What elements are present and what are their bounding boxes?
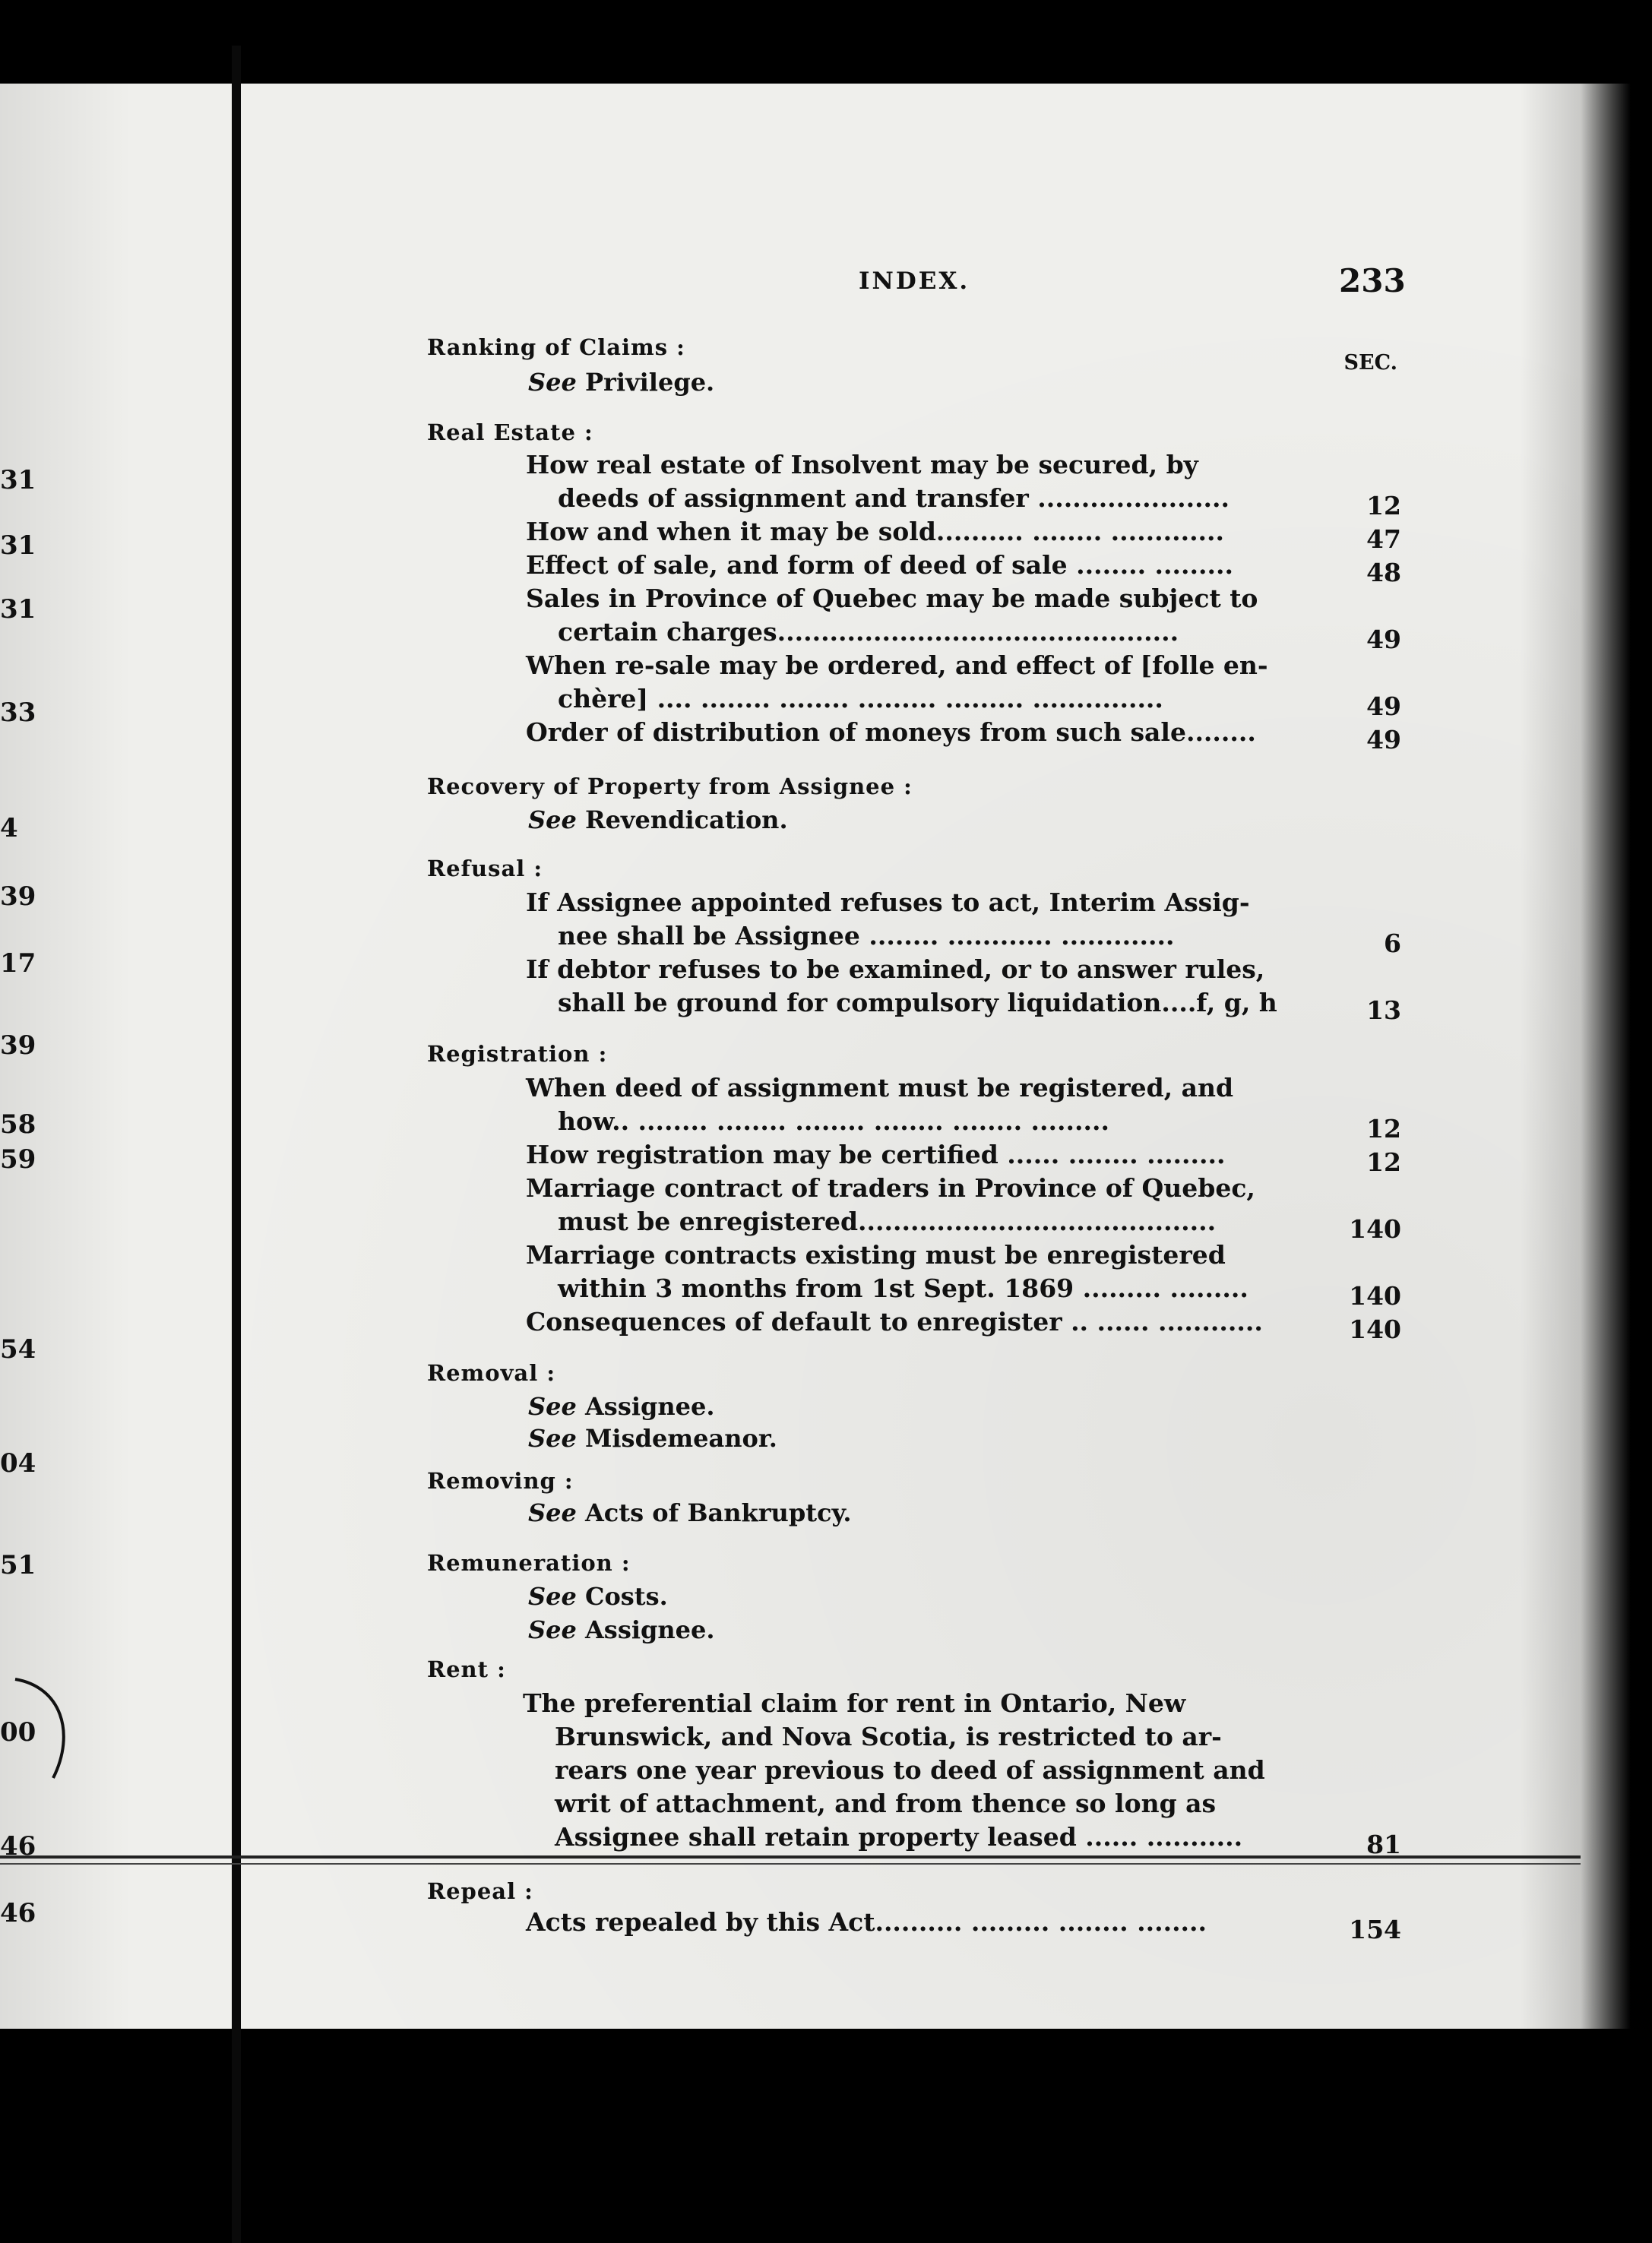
section-number: 154 — [1349, 1915, 1401, 1944]
see-target: Revendication. — [584, 805, 788, 834]
index-heading-recovery: Recovery of Property from Assignee : — [427, 774, 913, 799]
index-heading-real-estate: Real Estate : — [427, 419, 593, 445]
entry-line: Sales in Province of Quebec may be made subject to — [526, 584, 1258, 613]
see-reference — [528, 805, 788, 834]
entry-line: If Assignee appointed refuses to act, Interim Assig- — [526, 887, 1250, 917]
prev-page-number: 39 — [0, 1030, 36, 1061]
entry-line: How registration may be certified ...... ........ ......... — [526, 1140, 1226, 1169]
entry-line: When re-sale may be ordered, and effect of [folle en- — [526, 650, 1268, 680]
index-heading-ranking: Ranking of Claims : — [427, 334, 685, 360]
section-number: 49 — [1366, 691, 1401, 721]
index-entry — [526, 1239, 1320, 1305]
see-word: See — [528, 1424, 577, 1453]
see-word: See — [528, 368, 577, 397]
prev-page-number: 39 — [0, 881, 36, 912]
entry-line: deeds of assignment and transfer ...................... — [558, 483, 1230, 513]
index-heading-refusal: Refusal : — [427, 856, 543, 881]
entry-line: certain charges.............................................. — [558, 617, 1179, 647]
prev-page-number: 58 — [0, 1109, 36, 1140]
see-reference — [528, 1498, 852, 1527]
entry-line: nee shall be Assignee ........ ............ ............. — [558, 921, 1175, 951]
see-word: See — [528, 1498, 577, 1527]
index-heading-removal: Removal : — [427, 1360, 556, 1386]
book-spine-line — [232, 46, 241, 2243]
page-number: 233 — [1339, 262, 1406, 299]
entry-line: If debtor refuses to be examined, or to answer rules, — [526, 954, 1265, 984]
entry-line: Brunswick, and Nova Scotia, is restricted to ar- — [555, 1722, 1222, 1751]
index-entry — [526, 515, 1320, 549]
prev-page-number: 33 — [0, 698, 36, 728]
entry-line: Acts repealed by this Act.......... ......... ........ ........ — [526, 1907, 1207, 1937]
section-number: 140 — [1349, 1314, 1401, 1344]
entry-line: rears one year previous to deed of assignment and — [555, 1755, 1265, 1785]
entry-line: shall be ground for compulsory liquidation....f, g, h — [558, 988, 1277, 1017]
section-number: 140 — [1349, 1281, 1401, 1311]
entry-line: within 3 months from 1st Sept. 1869 ......... ......... — [558, 1273, 1248, 1303]
entry-line: Consequences of default to enregister .. ...... ............ — [526, 1307, 1263, 1337]
section-number: 48 — [1366, 558, 1401, 587]
see-reference — [528, 1424, 777, 1453]
index-entry — [526, 1138, 1320, 1172]
entry-line: The preferential claim for rent in Ontario, New — [523, 1688, 1186, 1718]
see-target: Acts of Bankruptcy. — [584, 1498, 852, 1527]
prev-page-number: 31 — [0, 465, 36, 495]
section-number: 12 — [1366, 1114, 1401, 1144]
index-entry — [526, 953, 1320, 1020]
index-heading-removing: Removing : — [427, 1468, 574, 1494]
entry-line: writ of attachment, and from thence so long as — [555, 1789, 1217, 1818]
prev-page-number: 46 — [0, 1898, 36, 1928]
prev-page-number: 4 — [0, 813, 18, 843]
prev-page-number: 31 — [0, 594, 36, 625]
entry-line: must be enregistered......................................... — [558, 1207, 1217, 1236]
see-target: Assignee. — [584, 1615, 715, 1644]
index-entry — [526, 1172, 1320, 1239]
section-number: 47 — [1366, 524, 1401, 554]
section-number: 12 — [1366, 491, 1401, 520]
section-number: 49 — [1366, 625, 1401, 654]
prev-page-number: 51 — [0, 1550, 36, 1580]
entry-line: Order of distribution of moneys from such sale........ — [526, 717, 1256, 747]
entry-line: chère] .... ........ ........ ......... ......... ............... — [558, 684, 1163, 713]
see-target: Privilege. — [584, 368, 715, 397]
index-heading-registration: Registration : — [427, 1041, 608, 1067]
section-number: 140 — [1349, 1214, 1401, 1244]
entry-line: Marriage contracts existing must be enregistered — [526, 1240, 1226, 1270]
prev-page-number: 31 — [0, 530, 36, 561]
section-number: 12 — [1366, 1147, 1401, 1177]
entry-line: Assignee shall retain property leased ...... ........... — [555, 1822, 1243, 1852]
see-reference — [528, 368, 714, 397]
index-heading-rent: Rent : — [427, 1656, 506, 1682]
index-entry — [526, 886, 1320, 953]
sec-column-label: SEC. — [1343, 351, 1397, 375]
prev-page-number: 59 — [0, 1144, 36, 1175]
index-entry — [526, 1071, 1320, 1138]
see-target: Assignee. — [584, 1392, 715, 1421]
see-target: Costs. — [584, 1582, 668, 1611]
page-title: INDEX. — [859, 267, 970, 295]
see-reference — [528, 1392, 714, 1421]
section-number: 49 — [1366, 725, 1401, 755]
index-entry — [526, 649, 1320, 716]
prev-page-number: 00 — [0, 1717, 36, 1748]
index-entry — [526, 716, 1320, 749]
prev-page-number: 04 — [0, 1448, 36, 1479]
entry-line: how.. ........ ........ ........ ........ ........ ......... — [558, 1106, 1109, 1136]
section-number: 81 — [1366, 1830, 1401, 1859]
see-word: See — [528, 1582, 577, 1611]
entry-line: How real estate of Insolvent may be secured, by — [526, 450, 1198, 479]
prev-page-number: 54 — [0, 1334, 36, 1365]
see-word: See — [528, 805, 577, 834]
entry-line: When deed of assignment must be registered, and — [526, 1073, 1234, 1103]
see-word: See — [528, 1392, 577, 1421]
see-target: Misdemeanor. — [584, 1424, 777, 1453]
entry-line: Effect of sale, and form of deed of sale ........ ......... — [526, 550, 1233, 580]
index-entry — [526, 448, 1320, 515]
index-entry — [526, 549, 1320, 582]
bottom-rule-secondary — [0, 1863, 1581, 1865]
index-entry — [526, 1906, 1320, 1939]
entry-line: How and when it may be sold.......... ........ ............. — [526, 517, 1225, 546]
index-entry — [526, 582, 1320, 649]
index-heading-repeal: Repeal : — [427, 1878, 533, 1904]
prev-page-number: 17 — [0, 948, 36, 979]
index-entry — [523, 1687, 1317, 1854]
section-number: 6 — [1384, 929, 1401, 958]
page-edge-shadow — [1581, 84, 1652, 2029]
index-heading-remuneration: Remuneration : — [427, 1550, 631, 1576]
section-number: 13 — [1366, 995, 1401, 1025]
see-reference — [528, 1582, 668, 1611]
prev-page-number: 46 — [0, 1831, 36, 1862]
index-entry — [526, 1305, 1320, 1339]
see-word: See — [528, 1615, 577, 1644]
entry-line: Marriage contract of traders in Province of Quebec, — [526, 1173, 1255, 1203]
see-reference — [528, 1615, 714, 1644]
